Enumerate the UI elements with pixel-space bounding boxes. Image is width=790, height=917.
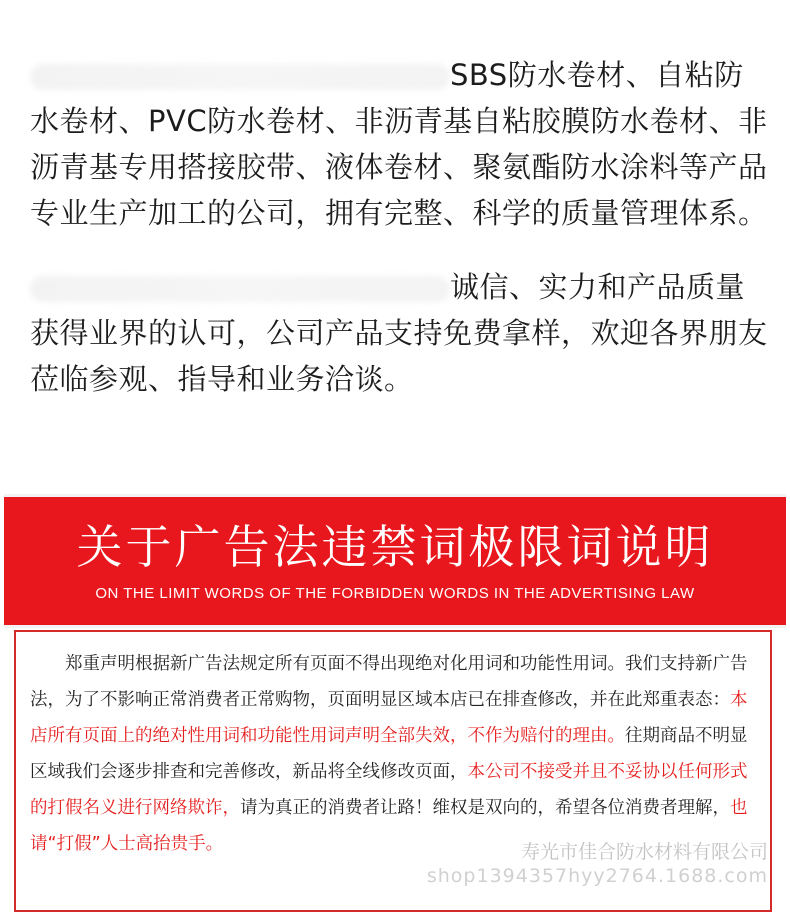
banner-title: 关于广告法违禁词极限词说明 [76, 520, 714, 574]
intro-text [30, 52, 770, 402]
notice-banner [4, 494, 786, 628]
intro-paragraph-2-text: 诚信、实力和产品质量获得业界的认可，公司产品支持免费拿样，欢迎各界朋友莅临参观、指导和业务洽谈。 [30, 270, 768, 396]
intro-paragraph-1 [30, 52, 770, 236]
blurred-text [30, 64, 450, 90]
watermark-company: 寿光市佳合防水材料有限公司 [520, 841, 768, 863]
watermark-url: shop1394357hyy2764.1688.com [426, 865, 768, 887]
watermark [427, 840, 768, 888]
blurred-text [30, 276, 450, 302]
notice-text-6-highlight: 也请“打假”人士高抬贵手。 [30, 798, 748, 854]
notice-text-2-highlight: 本店所有页面上的绝对性用词和功能性用词声明全部失效，不作为赔付的理由。 [30, 690, 748, 746]
banner-subtitle: ON THE LIMIT WORDS OF THE FORBIDDEN WORDS IN THE ADVERTISING LAW [95, 585, 695, 602]
notice-text-3: 往期商品不明显区域我们会逐步排查和完善修改，新品将全线修改页面， [30, 726, 748, 782]
notice-text-4-highlight: 本公司不接受并且不妥协以任何形式的打假名义进行网络欺诈， [30, 762, 748, 818]
notice-text-5: 请为真正的消费者让路！维权是双向的，希望各位消费者理解， [240, 798, 730, 818]
intro-paragraph-2 [30, 264, 770, 402]
notice-text-1: 郑重声明根据新广告法规定所有页面不得出现绝对化用词和功能性用词。我们支持新广告法，为了不影响正常消费者正常购物，页面明显区域本店已在排查修改，并在此郑重表态： [30, 654, 748, 710]
intro-paragraph-1-text: SBS防水卷材、自粘防水卷材、PVC防水卷材、非沥青基自粘胶膜防水卷材、非沥青基专用搭接胶带、液体卷材、聚氨酯防水涂料等产品专业生产加工的公司，拥有完整、科学的质量管理体系。 [30, 58, 768, 230]
